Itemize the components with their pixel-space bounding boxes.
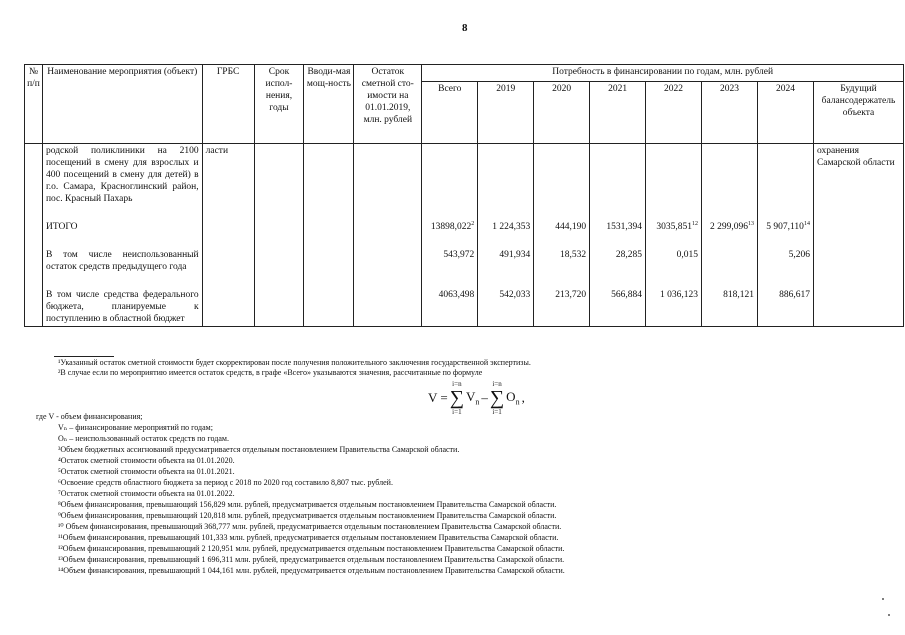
unused-2022: 0,015 — [646, 248, 702, 274]
itogo-label: ИТОГО — [42, 220, 202, 234]
header-need: Потребность в финансировании по годам, млн. рублей — [422, 65, 904, 82]
federal-label: В том числе средства федерального бюджета, планируемые к поступлению в областной бюджет — [42, 288, 202, 327]
scan-speck — [882, 598, 884, 600]
header-num: № п/п — [25, 65, 43, 144]
formula — [428, 380, 525, 416]
table-row-federal — [25, 288, 904, 327]
formula-minus: – — [481, 390, 488, 405]
footnote-8: ⁸Объем финансирования, превышающий 156,829 млн. рублей, предусматривается отдельным постановлением Правительства Самарской области. — [58, 500, 557, 509]
itogo-2023: 2 299,096$^{13}$ — [702, 220, 758, 234]
header-total: Всего — [422, 82, 478, 144]
formula-o: $O_n$ — [506, 389, 520, 407]
footnote-4: ⁴Остаток сметной стоимости объекта на 01.01.2020. — [58, 456, 235, 465]
footnote-12: ¹²Объем финансирования, превышающий 2 120,951 млн. рублей, предусматривается отдельным постановлением Правительства Самарской области. — [58, 544, 565, 553]
page-number: 8 — [462, 22, 468, 34]
unused-2019: 491,934 — [478, 248, 534, 274]
unused-2024: 5,206 — [757, 248, 813, 274]
continuation-name: родской поликлиники на 2100 посещений в смену для взрослых и 400 посещений в смену для детей) в г.о. Самара, Красноглинский район, пос. Красный Пахарь — [42, 144, 202, 207]
header-name: Наименование мероприятия (объект) — [42, 65, 202, 144]
itogo-2021: 1531,394 — [590, 220, 646, 234]
continuation-holder: охранения Самарской области — [813, 144, 903, 207]
footnote-9: ⁹Объем финансирования, превышающий 120,818 млн. рублей, предусматривается отдельным постановлением Правительства Самарской области. — [58, 511, 557, 520]
unused-label: В том числе неиспользованный остаток средств предыдущего года — [42, 248, 202, 274]
footnote-on: Oₙ – неиспользованный остаток средств по годам. — [58, 434, 229, 443]
header-2020: 2020 — [534, 82, 590, 144]
formula-v: $V_n$ — [466, 389, 480, 407]
header-2019: 2019 — [478, 82, 534, 144]
table-row-itogo — [25, 220, 904, 234]
federal-2024: 886,617 — [757, 288, 813, 327]
footnote-10: ¹⁰ Объем финансирования, превышающий 368,777 млн. рублей, предусматривается отдельным постановлением Правительства Самарской области. — [58, 522, 562, 531]
itogo-2022: 3035,851$^{12}$ — [646, 220, 702, 234]
unused-2021: 28,285 — [590, 248, 646, 274]
header-capacity: Вводи-мая мощ-ность — [304, 65, 354, 144]
footnote-14: ¹⁴Объем финансирования, превышающий 1 044,161 млн. рублей, предусматривается отдельным постановлением Правительства Самарской области. — [58, 566, 565, 575]
federal-2020: 213,720 — [534, 288, 590, 327]
unused-2023 — [702, 248, 758, 274]
header-2021: 2021 — [590, 82, 646, 144]
financing-table — [24, 64, 904, 327]
itogo-2024: 5 907,110$^{14}$ — [757, 220, 813, 234]
continuation-grbs: ласти — [202, 144, 254, 207]
sum-symbol-2: i=n ∑ i=1 — [489, 380, 505, 416]
header-holder: Будущий балансодержатель объекта — [813, 82, 903, 144]
formula-lhs: V = — [428, 390, 448, 405]
itogo-total: 13898,022$^2$ — [422, 220, 478, 234]
footnote-13: ¹³Объем финансирования, превышающий 1 696,311 млн. рублей, предусматривается отдельным постановлением Правительства Самарской области. — [58, 555, 565, 564]
footnote-6: ⁶Освоение средств областного бюджета за период с 2018 по 2020 год составило 8,807 тыс. рублей. — [58, 478, 393, 487]
header-term: Срок испол-нения, годы — [254, 65, 304, 144]
unused-2020: 18,532 — [534, 248, 590, 274]
federal-2021: 566,884 — [590, 288, 646, 327]
itogo-2020: 444,190 — [534, 220, 590, 234]
header-2023: 2023 — [702, 82, 758, 144]
footnote-3: ³Объем бюджетных ассигнований предусматривается отдельным постановлением Правительства Самарской области. — [58, 445, 460, 454]
unused-total: 543,972 — [422, 248, 478, 274]
footnote-5: ⁵Остаток сметной стоимости объекта на 01.01.2021. — [58, 467, 235, 476]
footnote-11: ¹¹Объем финансирования, превышающий 101,333 млн. рублей, предусматривается отдельным постановлением Правительства Самарской области. — [58, 533, 559, 542]
header-2022: 2022 — [646, 82, 702, 144]
header-grbs: ГРБС — [202, 65, 254, 144]
formula-end: , — [521, 390, 525, 405]
federal-2023: 818,121 — [702, 288, 758, 327]
footnote-7: ⁷Остаток сметной стоимости объекта на 01.01.2022. — [58, 489, 235, 498]
header-remainder: Остаток сметной сто-имости на 01.01.2019, млн. рублей — [354, 65, 422, 144]
sum-symbol-1: i=n ∑ i=1 — [449, 380, 465, 416]
footnote-vn: Vₙ – финансирование мероприятий по годам; — [58, 423, 213, 432]
federal-2022: 1 036,123 — [646, 288, 702, 327]
itogo-2019: 1 224,353 — [478, 220, 534, 234]
footnote-1: ¹Указанный остаток сметной стоимости будет скорректирован после получения положительного заключения государственной экспертизы. — [58, 358, 531, 367]
footnote-divider — [54, 356, 114, 357]
header-2024: 2024 — [757, 82, 813, 144]
federal-2019: 542,033 — [478, 288, 534, 327]
table-row — [25, 144, 904, 207]
federal-total: 4063,498 — [422, 288, 478, 327]
footnote-2: ²В случае если по мероприятию имеется остаток средств, в графе «Всего» указываются значения, рассчитанные по формуле — [58, 368, 483, 377]
table-row-unused — [25, 248, 904, 274]
scan-speck — [888, 614, 890, 616]
footnote-where: где V - объем финансирования; — [36, 412, 143, 421]
